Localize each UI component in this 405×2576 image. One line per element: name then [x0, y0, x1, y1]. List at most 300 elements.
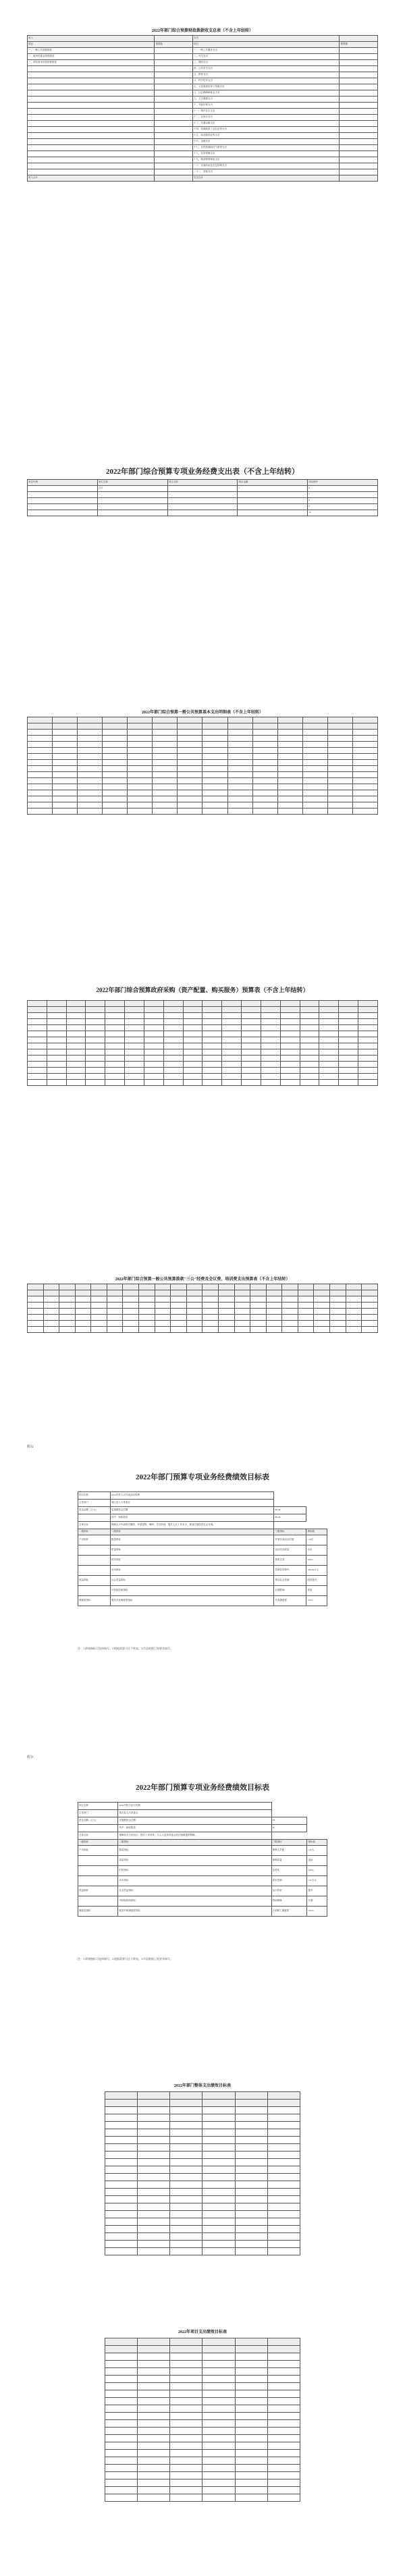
table-cell [86, 1080, 105, 1086]
table-row [105, 2152, 300, 2159]
table-cell [242, 1062, 261, 1068]
table-cell [282, 1321, 298, 1327]
table-cell [125, 1013, 144, 1019]
table-cell [280, 1043, 300, 1049]
table-cell: 一、一般公共预算拨款 [28, 48, 155, 54]
table-cell [329, 1284, 346, 1290]
table-cell [53, 742, 78, 748]
table-row [28, 121, 378, 127]
table-row [105, 2494, 300, 2502]
table-cell [105, 2472, 138, 2479]
table-cell [314, 1303, 330, 1309]
table-cell [346, 1284, 362, 1290]
table-cell: 35 [271, 1825, 307, 1832]
table-cell [358, 1043, 378, 1049]
table-row [105, 2472, 300, 2479]
table-cell [202, 2494, 235, 2502]
table-cell [346, 1296, 362, 1303]
table-cell [97, 510, 167, 516]
table-cell [155, 103, 193, 109]
table-cell [138, 2092, 170, 2100]
table-cell: 可持续影响指标 [110, 1586, 274, 1596]
table-cell [300, 1043, 319, 1049]
table-cell [138, 2442, 170, 2450]
table-cell [105, 2107, 138, 2114]
table-cell [327, 748, 352, 754]
table-row [28, 1049, 378, 1056]
table-cell [329, 1309, 346, 1315]
table-cell [252, 736, 277, 742]
table-cell [170, 2390, 202, 2398]
table-cell [170, 2465, 202, 2472]
table-cell: ≥10次 [306, 1535, 327, 1545]
table-cell [138, 2398, 170, 2405]
table-cell [125, 1037, 144, 1043]
table-cell [329, 1303, 346, 1309]
table-cell [28, 1315, 44, 1321]
section-overall-performance [0, 2082, 405, 2088]
table-cell [125, 1049, 144, 1056]
table-cell [329, 1296, 346, 1303]
table-cell [234, 1321, 250, 1327]
table-cell: 数量指标 [110, 1535, 274, 1545]
table-cell: 二、政府性基金预算拨款 [28, 54, 155, 60]
table-cell: 其中：财政拨款 [118, 1825, 271, 1832]
table-cell [153, 809, 178, 815]
table-cell [346, 1315, 362, 1321]
table-cell: 十四、资源勘探工业信息等支出 [192, 127, 340, 133]
table-cell: 支出合计 [192, 175, 340, 182]
table-cell [267, 2174, 300, 2181]
table-cell [358, 1031, 378, 1037]
table-cell [28, 730, 53, 736]
table-cell [47, 1001, 66, 1007]
table-cell [105, 2465, 138, 2472]
table-cell [202, 2181, 235, 2189]
table-cell [91, 1284, 107, 1290]
table-cell [105, 1043, 125, 1049]
table-cell [319, 1056, 339, 1062]
table-cell [105, 2122, 138, 2129]
table-cell [155, 151, 193, 157]
three-public-table [27, 1284, 378, 1333]
table-cell [252, 778, 277, 784]
table-cell [28, 772, 53, 778]
table-cell [163, 1025, 183, 1031]
table-cell: 89.46 [274, 1507, 306, 1514]
table-cell [47, 1007, 66, 1013]
table-row [78, 1586, 327, 1596]
table-cell [282, 1290, 298, 1296]
table-cell [153, 754, 178, 760]
table-cell [103, 796, 128, 802]
table-cell [144, 1031, 163, 1037]
table-row [78, 1535, 327, 1545]
table-cell [340, 163, 378, 169]
table-cell [302, 809, 327, 815]
table-cell [53, 736, 78, 742]
table-row [28, 486, 378, 492]
table-cell: ≥95% [307, 1907, 327, 1917]
table-row [78, 1514, 327, 1522]
table-row [28, 736, 378, 742]
table-cell [178, 730, 202, 736]
table-cell: 一级指标 [78, 1529, 111, 1535]
table-cell [202, 2226, 235, 2233]
table-cell [163, 1062, 183, 1068]
table-cell [53, 772, 78, 778]
table-row [105, 2479, 300, 2487]
table-cell [153, 730, 178, 736]
table-cell [103, 723, 128, 730]
table-cell [202, 796, 227, 802]
table-cell [235, 2450, 267, 2457]
table-cell [47, 1062, 66, 1068]
table-cell: 资金金额（万元） [78, 1817, 118, 1825]
table-cell [235, 2383, 267, 2390]
table-cell [222, 1056, 242, 1062]
table-cell: 二十、灾害防治及应急管理支出 [192, 163, 340, 169]
table-cell [302, 790, 327, 796]
table-cell [242, 1080, 261, 1086]
table-row [28, 1303, 378, 1309]
table-cell [178, 754, 202, 760]
table-cell [86, 1062, 105, 1068]
table-cell [242, 1037, 261, 1043]
table-cell [252, 742, 277, 748]
table-cell [170, 2100, 202, 2107]
table-row [28, 778, 378, 784]
table-cell [170, 2248, 202, 2255]
table-cell [86, 1056, 105, 1062]
section-special-expense [0, 466, 405, 514]
table-cell [155, 163, 193, 169]
table-cell [155, 60, 193, 66]
table-cell [282, 1303, 298, 1309]
special-expense-table [27, 479, 378, 516]
table-cell [340, 72, 378, 78]
table-cell [128, 772, 153, 778]
table-cell [103, 772, 128, 778]
table-cell [139, 1296, 155, 1303]
table-cell [138, 2181, 170, 2189]
table-cell: 服务对象满意度指标 [118, 1907, 271, 1917]
table-cell [105, 1031, 125, 1037]
table-cell [107, 1303, 123, 1309]
table-cell [105, 1080, 125, 1086]
table-cell [107, 1284, 123, 1290]
table-cell [128, 802, 153, 809]
table-cell [340, 60, 378, 66]
table-cell [155, 97, 193, 103]
table-cell [280, 1007, 300, 1013]
table-cell [59, 1321, 76, 1327]
table-cell [314, 1327, 330, 1333]
table-cell [47, 1031, 66, 1037]
table-cell [261, 1043, 280, 1049]
table-cell: 合计 [97, 486, 167, 492]
table-cell [202, 2233, 235, 2241]
table-cell [202, 2211, 235, 2218]
table-cell [227, 796, 252, 802]
table-row [28, 802, 378, 809]
table-cell [327, 723, 352, 730]
table-cell [314, 1309, 330, 1315]
table-cell [138, 2129, 170, 2137]
table-cell [202, 1309, 219, 1315]
table-cell [202, 2442, 235, 2450]
table-cell [202, 2405, 235, 2413]
table-cell [319, 1013, 339, 1019]
table-row [28, 1007, 378, 1013]
table-row [78, 1566, 327, 1576]
table-cell [75, 1309, 91, 1315]
table-cell [78, 796, 103, 802]
table-cell [235, 2107, 267, 2114]
table-cell [202, 1080, 222, 1086]
table-cell [327, 754, 352, 760]
table-cell [277, 784, 302, 790]
table-cell [125, 1025, 144, 1031]
table-cell [28, 127, 155, 133]
table-cell: ≤89.46万元 [306, 1566, 327, 1576]
table-cell [183, 1013, 202, 1019]
table-cell [28, 1321, 44, 1327]
table-cell [302, 730, 327, 736]
table-cell [59, 1296, 76, 1303]
table-row [78, 1522, 327, 1529]
table-cell: 100% [306, 1556, 327, 1566]
table-cell [202, 1296, 219, 1303]
table-cell [346, 1309, 362, 1315]
table-cell [28, 157, 155, 163]
table-cell [252, 717, 277, 723]
table-row [105, 2368, 300, 2376]
table-cell [186, 1309, 202, 1315]
table-row [78, 1810, 327, 1817]
table-row [28, 1025, 378, 1031]
table-cell [105, 2405, 138, 2413]
table-cell [202, 717, 227, 723]
table-cell [105, 2442, 138, 2450]
table-row [28, 730, 378, 736]
table-cell [47, 1037, 66, 1043]
table-row [105, 2233, 300, 2241]
table-cell [105, 2181, 138, 2189]
table-cell [235, 2196, 267, 2203]
table-cell [178, 784, 202, 790]
table-cell [252, 748, 277, 754]
table-cell [138, 2479, 170, 2487]
table-cell [280, 1080, 300, 1086]
table-cell [163, 1056, 183, 1062]
table-cell [234, 1303, 250, 1309]
table-cell [105, 1049, 125, 1056]
table-cell: 九、卫生健康支出 [192, 97, 340, 103]
table-cell [107, 1321, 123, 1327]
table-row [105, 2248, 300, 2255]
table-cell [167, 498, 238, 504]
table-cell [300, 1068, 319, 1074]
table-cell: ≥95% [306, 1596, 327, 1606]
table-cell [155, 66, 193, 72]
table-cell [178, 748, 202, 754]
performance-table [78, 1802, 327, 1917]
table-row [28, 754, 378, 760]
table-cell: 指标值 [306, 1529, 327, 1535]
table-cell [298, 1321, 314, 1327]
table-cell [75, 1315, 91, 1321]
table-cell [138, 2383, 170, 2390]
table-cell [302, 736, 327, 742]
table-cell [235, 2428, 267, 2435]
table-row [78, 1492, 327, 1500]
table-cell [280, 1068, 300, 1074]
table-cell [222, 1074, 242, 1080]
table-cell [163, 1007, 183, 1013]
table-cell [138, 2144, 170, 2152]
table-cell [267, 2428, 300, 2435]
table-cell [107, 1327, 123, 1333]
table-cell [103, 778, 128, 784]
table-cell [218, 1284, 234, 1290]
table-cell [242, 1007, 261, 1013]
table-cell [123, 1290, 139, 1296]
table-row [28, 1068, 378, 1074]
table-cell [28, 1074, 47, 1080]
table-row [78, 1576, 327, 1586]
table-cell: 项目名称 [78, 1492, 111, 1500]
table-cell [138, 2100, 170, 2107]
procurement-table [27, 1000, 378, 1086]
table-cell [202, 748, 227, 754]
table-cell [183, 1068, 202, 1074]
table-cell [261, 1068, 280, 1074]
table-cell [302, 766, 327, 772]
table-cell [267, 2465, 300, 2472]
table-cell [28, 103, 155, 109]
table-cell [339, 1019, 358, 1025]
table-cell [202, 1013, 222, 1019]
table-cell [128, 754, 153, 760]
table-cell [267, 2129, 300, 2137]
table-cell: 三级指标 [274, 1529, 306, 1535]
table-cell: 十二、农林水支出 [192, 115, 340, 121]
table-cell [105, 1013, 125, 1019]
table-cell [352, 754, 377, 760]
table-cell [235, 2390, 267, 2398]
table-cell [53, 760, 78, 766]
table-cell: 8 [308, 498, 378, 504]
table-cell [222, 1013, 242, 1019]
table-cell [28, 1031, 47, 1037]
table-cell [282, 1309, 298, 1315]
table-cell [78, 717, 103, 723]
table-cell [222, 1080, 242, 1086]
table-cell [235, 2166, 267, 2174]
table-cell [358, 1001, 378, 1007]
table-cell: 推动社会发展 [274, 1576, 306, 1586]
table-cell: 三级指标 [271, 1840, 307, 1846]
table-cell [202, 1068, 222, 1074]
table-cell [340, 151, 378, 157]
table-row [105, 2353, 300, 2361]
table-cell [78, 1586, 111, 1596]
project-performance-table [105, 2338, 300, 2502]
table-row [28, 42, 378, 48]
table-cell [298, 1296, 314, 1303]
table-cell [267, 2472, 300, 2479]
table-cell: 2022年度人大代表活动经费 [110, 1492, 274, 1500]
table-cell [107, 1309, 123, 1315]
table-cell [123, 1303, 139, 1309]
table-cell [202, 2203, 235, 2211]
table-cell: 预算数 [155, 42, 193, 48]
table-cell [202, 760, 227, 766]
table-cell [202, 1049, 222, 1056]
table-cell [235, 2405, 267, 2413]
table-cell [91, 1303, 107, 1309]
table-cell [352, 760, 377, 766]
table-cell [171, 1315, 187, 1321]
table-cell [300, 1037, 319, 1043]
table-cell [43, 1327, 59, 1333]
table-cell [86, 1037, 105, 1043]
table-cell [352, 796, 377, 802]
table-cell [346, 1303, 362, 1309]
table-cell [280, 1062, 300, 1068]
table-cell [78, 784, 103, 790]
table-cell [144, 1037, 163, 1043]
table-cell [139, 1290, 155, 1296]
section-title: 2022年部门整体支出绩效目标表 [173, 2084, 231, 2088]
table-cell [298, 1309, 314, 1315]
section-fiscal-summary [0, 27, 405, 180]
table-row [105, 2129, 300, 2137]
table-cell [170, 2346, 202, 2353]
table-cell: 实施期资金总额： [118, 1817, 271, 1825]
table-cell: 主管部门 [78, 1500, 111, 1507]
table-cell [66, 1043, 86, 1049]
table-cell [138, 2420, 170, 2428]
table-row [28, 48, 378, 54]
table-cell [163, 1013, 183, 1019]
table-cell [302, 778, 327, 784]
table-cell [202, 2114, 235, 2122]
table-row [105, 2465, 300, 2472]
table-cell [28, 1001, 47, 1007]
table-cell [53, 717, 78, 723]
table-cell: 社会效益指标 [118, 1886, 271, 1896]
table-cell [138, 2457, 170, 2465]
table-cell [266, 1315, 282, 1321]
table-cell [202, 1007, 222, 1013]
table-cell [227, 748, 252, 754]
table-cell [222, 1049, 242, 1056]
table-cell [222, 1019, 242, 1025]
table-cell [218, 1303, 234, 1309]
table-cell [267, 2479, 300, 2487]
table-cell [235, 2203, 267, 2211]
table-cell [138, 2435, 170, 2442]
table-cell [266, 1296, 282, 1303]
table-cell [105, 2129, 138, 2137]
table-cell: 一级指标 [78, 1840, 118, 1846]
table-cell [340, 127, 378, 133]
table-cell [105, 2189, 138, 2196]
table-cell [252, 796, 277, 802]
table-cell [103, 766, 128, 772]
